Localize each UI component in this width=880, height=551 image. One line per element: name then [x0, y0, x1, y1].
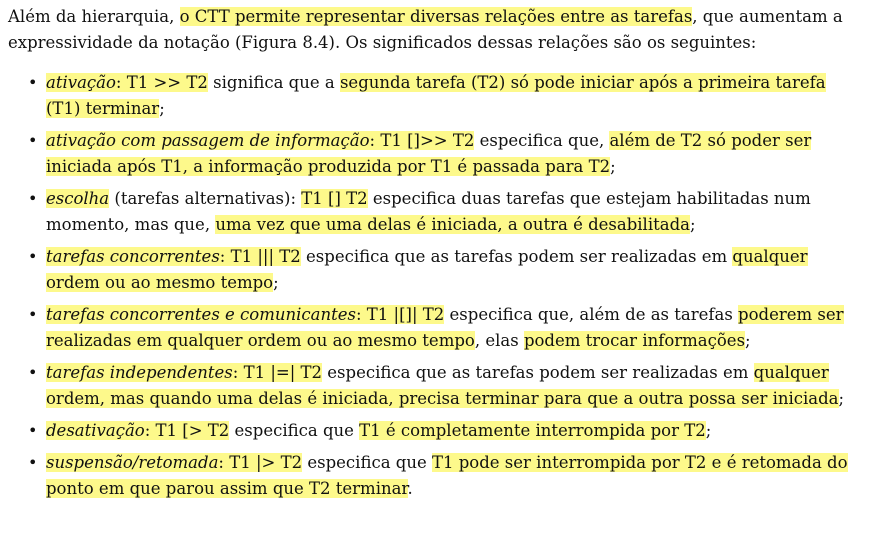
relation-term: ativação com passagem de informação — [46, 131, 370, 150]
relation-end: ; — [610, 157, 616, 176]
relation-separator: : — [218, 453, 230, 472]
relation-operator: T1 >> T2 — [126, 73, 208, 92]
relation-term: tarefas independentes — [46, 363, 233, 382]
relation-end: ; — [705, 421, 712, 440]
relation-text: especifica duas tarefas que estejam habilitadas num momento, mas que, — [46, 189, 811, 234]
relation-term: tarefas concorrentes — [46, 247, 220, 266]
relation-term: ativação — [46, 73, 116, 92]
relation-operator: T1 |> T2 — [229, 453, 303, 472]
list-item-tarefas-concorrentes — [8, 244, 858, 296]
intro-paragraph — [8, 4, 858, 56]
relation-text: especifica que as tarefas podem ser realizadas em — [322, 363, 754, 382]
relation-term: suspensão/retomada — [46, 453, 219, 472]
relation-operator: T1 ||| T2 — [230, 247, 301, 266]
list-item-concorrentes-comunicantes — [8, 302, 858, 354]
relation-operator: T1 |=| T2 — [243, 363, 323, 382]
intro-highlight: o CTT permite representar diversas relações entre as tarefas — [179, 7, 693, 26]
bullet-icon: • — [28, 73, 38, 92]
list-item-desativacao — [8, 418, 858, 444]
relation-highlight: T1 é completamente interrompida por T2 — [359, 421, 706, 440]
list-item-tarefas-independentes — [8, 360, 858, 412]
relation-separator: : — [219, 247, 231, 266]
relation-operator: T1 []>> T2 — [380, 131, 475, 150]
bullet-icon: • — [28, 453, 38, 472]
relation-separator: : — [232, 363, 244, 382]
bullet-icon: • — [28, 421, 38, 440]
relation-text: significa que a — [207, 73, 340, 92]
intro-text-end: , que aumentam a expressividade da notação (Figura 8.4). Os significados dessas relações são os seguintes: — [8, 7, 843, 52]
relation-operator: T1 [> T2 — [155, 421, 230, 440]
relation-highlight: além de T2 só poder ser iniciada após T1, a informação produzida por T1 é passada para T2 — [46, 131, 812, 176]
relation-text: especifica que as tarefas podem ser realizadas em — [300, 247, 733, 266]
list-item-ativacao — [8, 70, 858, 122]
relation-highlight: T1 pode ser interrompida por T2 e é retomada do ponto em que parou assim que T2 terminar — [46, 453, 848, 498]
relation-term: desativação — [46, 421, 145, 440]
bullet-icon: • — [28, 131, 38, 150]
relation-separator: : — [355, 305, 367, 324]
relations-list — [8, 70, 858, 502]
relation-highlight: qualquer ordem ou ao mesmo tempo — [46, 247, 808, 292]
document-page — [8, 4, 858, 508]
relation-operator: T1 |[]| T2 — [366, 305, 445, 324]
bullet-icon: • — [28, 189, 38, 208]
relation-separator: : — [144, 421, 156, 440]
relation-end: ; — [838, 389, 845, 408]
bullet-icon: • — [28, 247, 38, 266]
relation-text-2: , elas — [474, 331, 524, 350]
relation-text: especifica que, — [474, 131, 610, 150]
relation-separator: (tarefas alternativas): — [109, 189, 302, 208]
relation-highlight: uma vez que uma delas é iniciada, a outra é desabilitada — [215, 215, 690, 234]
relation-end: ; — [745, 331, 751, 350]
list-item-ativacao-passagem — [8, 128, 858, 180]
relation-highlight-2: podem trocar informações — [523, 331, 746, 350]
relation-text: especifica que — [302, 453, 432, 472]
relation-end: ; — [273, 273, 279, 292]
relation-end: ; — [159, 99, 165, 118]
list-item-suspensao-retomada — [8, 450, 858, 502]
relation-highlight: poderem ser realizadas em qualquer ordem ou ao mesmo tempo — [46, 305, 844, 350]
bullet-icon: • — [28, 305, 38, 324]
relation-separator: : — [369, 131, 381, 150]
relation-end: . — [407, 479, 413, 498]
relation-highlight: segunda tarefa (T2) só pode iniciar após a primeira tarefa (T1) terminar — [46, 73, 826, 118]
bullet-icon: • — [28, 363, 38, 382]
relation-text: especifica que, além de as tarefas — [444, 305, 739, 324]
relation-highlight: qualquer ordem, mas quando uma delas é iniciada, precisa terminar para que a outra possa ser iniciada — [46, 363, 839, 408]
relation-term: escolha — [46, 189, 110, 208]
relation-separator: : — [115, 73, 127, 92]
relation-text: especifica que — [229, 421, 360, 440]
list-item-escolha — [8, 186, 858, 238]
intro-text-start: Além da hierarquia, — [8, 7, 180, 26]
relation-operator: T1 [] T2 — [301, 189, 368, 208]
relation-term: tarefas concorrentes e comunicantes — [46, 305, 356, 324]
relation-end: ; — [689, 215, 696, 234]
